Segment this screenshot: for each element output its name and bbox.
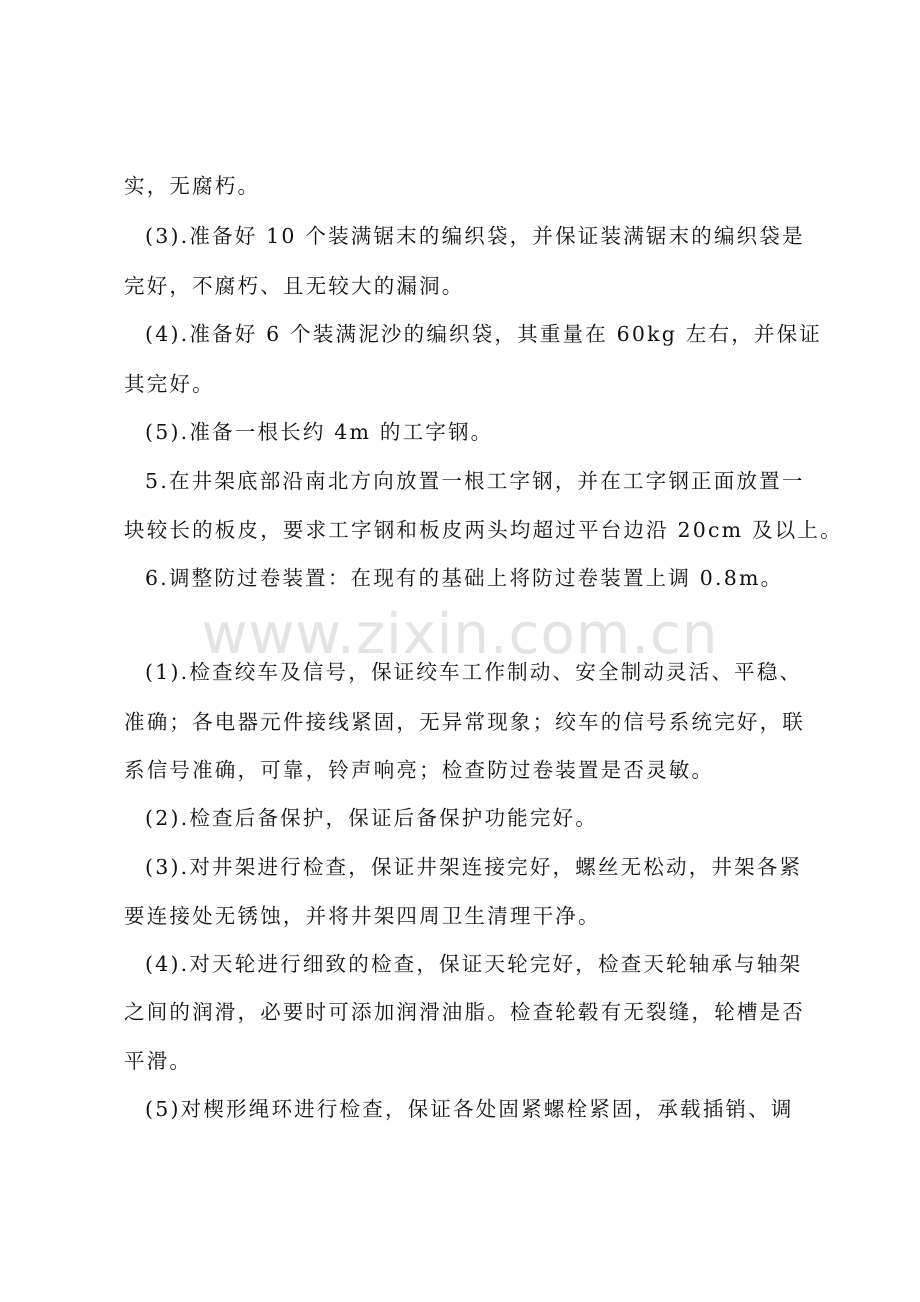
text-line: 要连接处无锈蚀，并将井架四周卫生清理干净。 (124, 904, 601, 928)
text-line: (5)对楔形绳环进行检查，保证各处固紧螺栓紧固，承载插销、调 (145, 1097, 794, 1121)
text-line: 其完好。 (124, 372, 215, 396)
watermark: www.zixin.com.cn (201, 602, 719, 667)
text-line: 准确；各电器元件接线紧固，无异常现象；绞车的信号系统完好，联 (124, 710, 805, 734)
text-line: (2).检查后备保护，保证后备保护功能完好。 (145, 806, 598, 830)
text-line: 实，无腐朽。 (124, 174, 261, 198)
text-line: 系信号准确，可靠，铃声响亮；检查防过卷装置是否灵敏。 (124, 758, 715, 782)
text-line: (4).准备好 6 个装满泥沙的编织袋，其重量在 60kg 左右，并保证 (145, 322, 822, 346)
text-line: (1).检查绞车及信号，保证绞车工作制动、安全制动灵活、平稳、 (145, 660, 803, 684)
text-line: 平滑。 (124, 1049, 193, 1073)
text-line: 5.在井架底部沿南北方向放置一根工字钢，并在工字钢正面放置一 (145, 469, 805, 493)
text-line: 完好，不腐朽、且无较大的漏洞。 (124, 274, 465, 298)
text-line: 之间的润滑，必要时可添加润滑油脂。检查轮毂有无裂缝，轮槽是否 (124, 1000, 805, 1024)
text-line: (3).对井架进行检查，保证井架连接完好，螺丝无松动，井架各紧 (145, 855, 803, 879)
text-line: (3).准备好 10 个装满锯末的编织袋，并保证装满锯末的编织袋是 (145, 224, 805, 248)
text-line: (5).准备一根长约 4m 的工字钢。 (145, 420, 494, 444)
text-line: 6.调整防过卷装置：在现有的基础上将防过卷装置上调 0.8m。 (145, 566, 784, 590)
text-line: 块较长的板皮，要求工字钢和板皮两头均超过平台边沿 20cm 及以上。 (124, 518, 843, 542)
text-line: (4).对天轮进行细致的检查，保证天轮完好，检查天轮轴承与轴架 (145, 952, 803, 976)
